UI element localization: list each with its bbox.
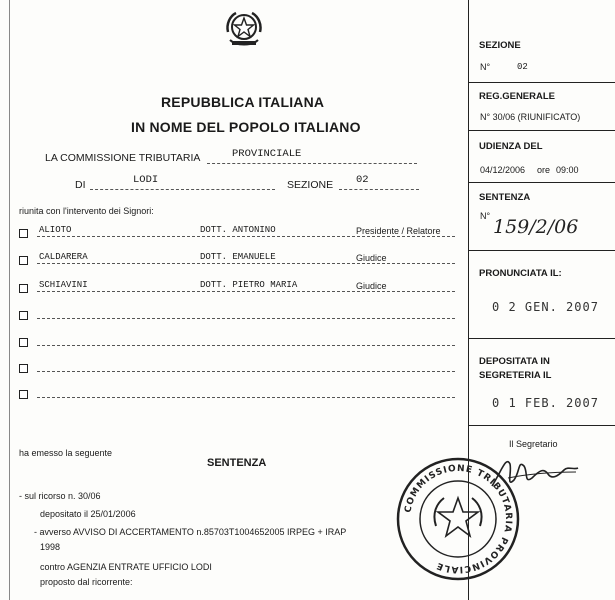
city-line xyxy=(90,189,275,190)
sidebar-divider xyxy=(468,182,615,183)
sidebar-udienza-label: UDIENZA DEL xyxy=(479,141,543,152)
member-checkbox[interactable] xyxy=(19,229,28,238)
sidebar-sentenza-n-label: N° xyxy=(480,211,491,221)
member-line xyxy=(37,345,455,346)
member-checkbox[interactable] xyxy=(19,256,28,265)
sidebar-udienza-date: 04/12/2006 xyxy=(480,165,526,175)
member-line xyxy=(37,318,455,319)
member-checkbox[interactable] xyxy=(19,338,28,347)
section-label: SEZIONE xyxy=(287,179,334,191)
sidebar-udienza-time-label: ore xyxy=(537,165,551,175)
member-surname: CALDARERA xyxy=(39,252,88,262)
proposto-text: proposto dal ricorrente: xyxy=(40,577,133,587)
sidebar-reg-label: REG.GENERALE xyxy=(479,91,556,102)
commission-type: PROVINCIALE xyxy=(232,148,302,160)
member-line xyxy=(37,291,455,292)
sidebar-segretario-label: Il Segretario xyxy=(509,439,558,449)
member-line xyxy=(37,371,455,372)
svg-text:COMMISSIONE TRIBUTARIA PROVINC: COMMISSIONE TRIBUTARIA PROVINCIALE xyxy=(403,463,514,575)
commission-section: 02 xyxy=(356,174,369,186)
left-margin-line xyxy=(9,0,10,600)
sidebar-depositata-date: 0 1 FEB. 2007 xyxy=(492,396,599,410)
member-surname: SCHIAVINI xyxy=(39,280,88,290)
member-surname: ALIOTO xyxy=(39,225,72,235)
section-line xyxy=(339,189,419,190)
sidebar-reg-value: N° 30/06 (RIUNIFICATO) xyxy=(480,112,581,122)
member-role: Giudice xyxy=(356,281,387,291)
sidebar-sezione-label: SEZIONE xyxy=(479,40,521,51)
sidebar-sentenza-number: 159/2/06 xyxy=(493,216,579,238)
member-line xyxy=(37,397,455,398)
avverso-text: - avverso AVVISO DI ACCERTAMENTO n.85703T1004652005 IRPEG + IRAP xyxy=(34,527,347,537)
issued-text: ha emesso la seguente xyxy=(19,448,113,458)
commission-label: LA COMMISSIONE TRIBUTARIA xyxy=(45,152,201,164)
member-name: DOTT. EMANUELE xyxy=(200,252,276,262)
sidebar-divider xyxy=(468,338,615,339)
sidebar-udienza-time: 09:00 xyxy=(556,165,579,175)
di-label: DI xyxy=(75,179,86,191)
sidebar-sezione-n: 02 xyxy=(517,62,528,72)
sidebar-sentenza-label: SENTENZA xyxy=(479,192,531,203)
member-line xyxy=(37,263,455,264)
member-name: DOTT. PIETRO MARIA xyxy=(200,280,298,290)
sidebar-divider xyxy=(468,425,615,426)
republic-emblem-icon xyxy=(222,8,266,50)
sidebar-divider xyxy=(468,130,615,131)
sidebar-pronunciata-date: 0 2 GEN. 2007 xyxy=(492,300,599,314)
member-role: Giudice xyxy=(356,253,387,263)
people-title: IN NOME DEL POPOLO ITALIANO xyxy=(131,119,361,135)
sidebar-divider xyxy=(468,250,615,251)
member-checkbox[interactable] xyxy=(19,390,28,399)
member-checkbox[interactable] xyxy=(19,311,28,320)
sidebar-sezione-n-label: N° xyxy=(480,62,491,72)
member-checkbox[interactable] xyxy=(19,284,28,293)
ricorso-text: - sul ricorso n. 30/06 xyxy=(19,491,101,501)
avverso-year: 1998 xyxy=(40,542,61,552)
member-role: Presidente / Relatore xyxy=(356,226,441,236)
contro-text: contro AGENZIA ENTRATE UFFICIO LODI xyxy=(40,562,212,572)
member-line xyxy=(37,236,455,237)
republic-title: REPUBBLICA ITALIANA xyxy=(161,94,325,110)
sidebar-divider xyxy=(468,82,615,83)
member-checkbox[interactable] xyxy=(19,364,28,373)
official-seal-icon xyxy=(392,454,524,584)
sidebar-depositata-label-2: SEGRETERIA IL xyxy=(479,370,552,381)
intro-text: riunita con l'intervento dei Signori: xyxy=(19,206,154,216)
commission-type-line xyxy=(207,163,417,164)
commission-city: LODI xyxy=(133,174,159,186)
sidebar-pronunciata-label: PRONUNCIATA IL: xyxy=(479,268,562,279)
sidebar-depositata-label-1: DEPOSITATA IN xyxy=(479,356,550,367)
member-name: DOTT. ANTONINO xyxy=(200,225,276,235)
sentence-title: SENTENZA xyxy=(207,457,267,469)
depositato-text: depositato il 25/01/2006 xyxy=(40,509,136,519)
